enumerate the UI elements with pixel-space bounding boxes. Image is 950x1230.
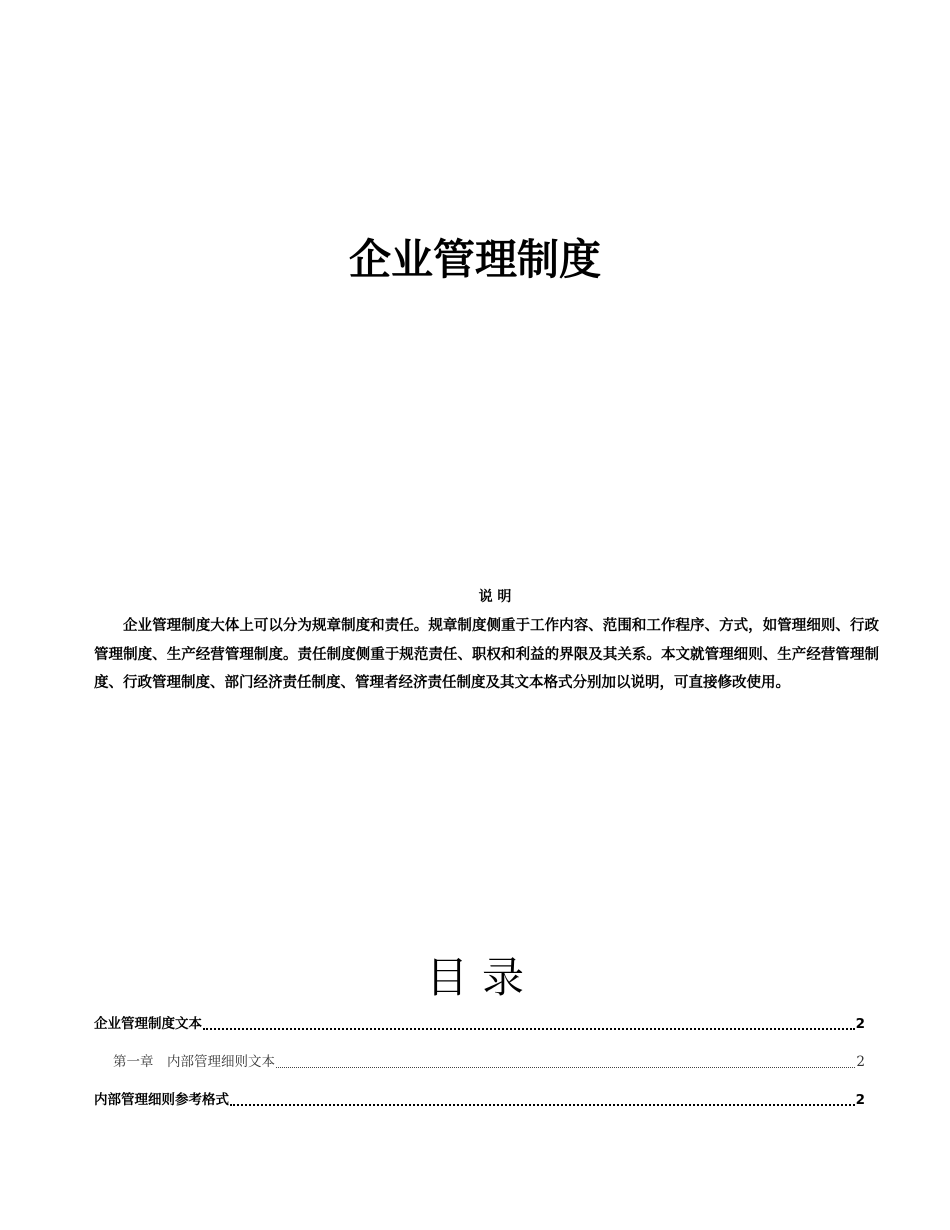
- toc-entry-label: 内部管理细则参考格式: [94, 1092, 229, 1108]
- toc-dot-leader: [276, 1067, 855, 1068]
- toc-entry-chapter-one[interactable]: [113, 1051, 865, 1073]
- toc-dot-leader: [230, 1104, 855, 1106]
- toc-dot-leader: [203, 1028, 855, 1030]
- note-heading: 说 明: [478, 589, 512, 605]
- toc-entry-label: 第一章 内部管理细则文本: [113, 1054, 275, 1070]
- toc-entry-company-system-text[interactable]: [94, 1013, 865, 1035]
- toc-page-number: 2: [855, 1016, 865, 1032]
- toc-entry-reference-format[interactable]: [94, 1089, 865, 1111]
- toc-page-number: 2: [855, 1092, 865, 1108]
- toc-title: 目录: [425, 953, 538, 1002]
- toc-entry-label: 企业管理制度文本: [94, 1016, 202, 1032]
- document-title: 企业管理制度: [348, 235, 601, 284]
- toc-page-number: 2: [856, 1054, 865, 1070]
- note-paragraph: 企业管理制度大体上可以分为规章制度和责任。规章制度侧重于工作内容、范围和工作程序、方式，如管理细则、行政管理制度、生产经营管理制度。责任制度侧重于规范责任、职权和利益的界限及其关系。本文就管理细则、生产经营管理制度、行政管理制度、部门经济责任制度、管理者经济责任制度及其文本格式分别加以说明，可直接修改使用。: [94, 618, 879, 691]
